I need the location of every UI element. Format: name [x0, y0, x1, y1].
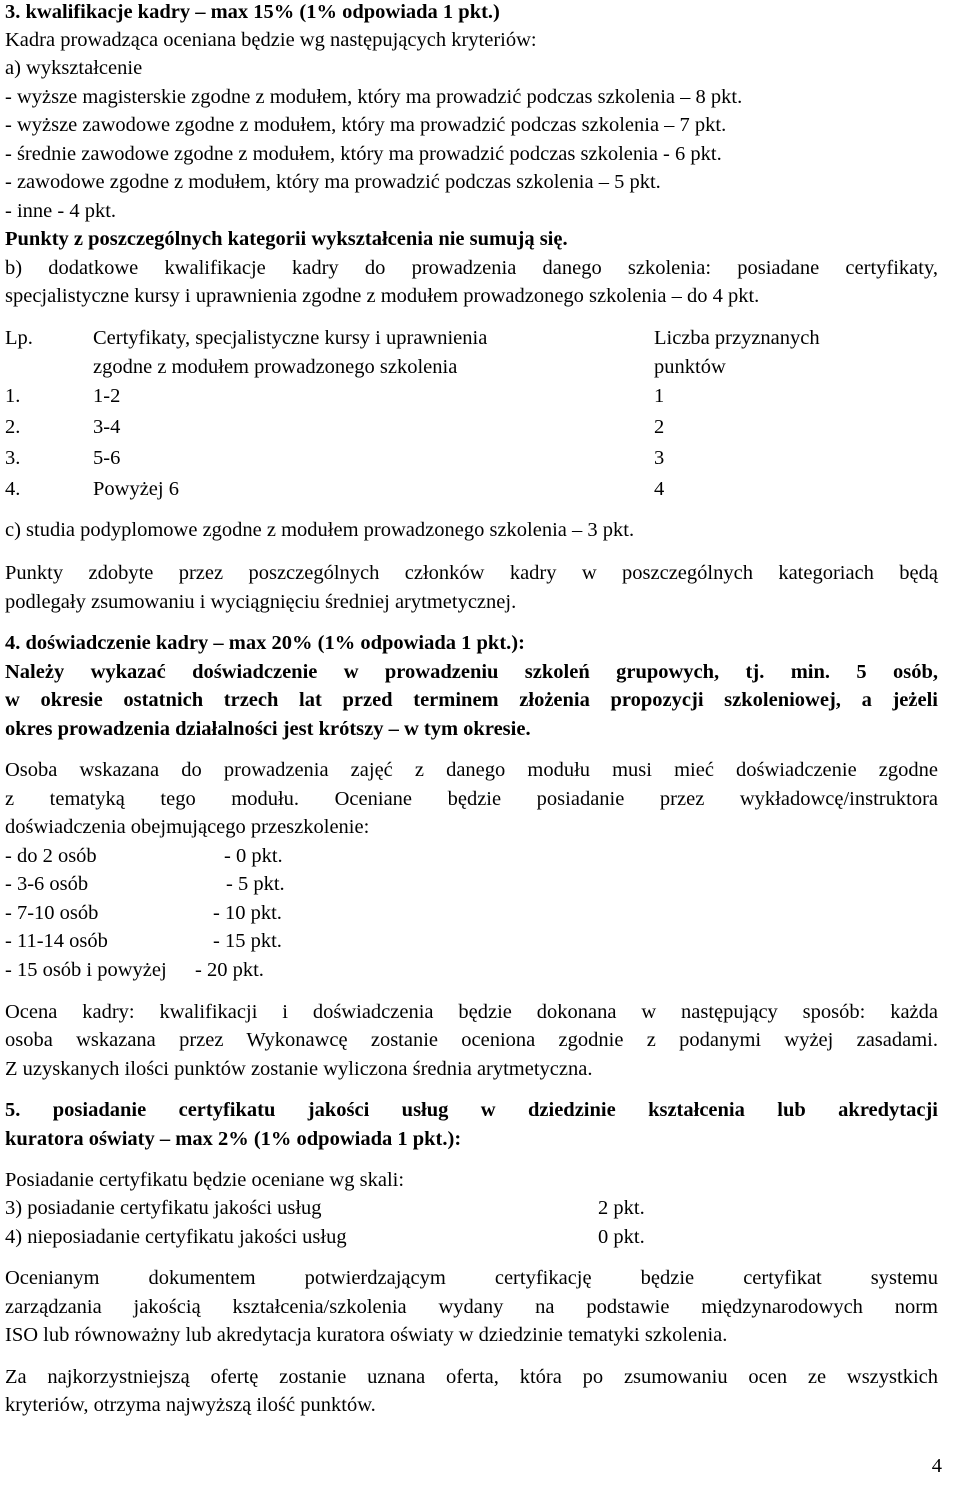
table-cell-lp: 4. — [5, 478, 21, 500]
section-3-intro: Kadra prowadząca oceniana będzie wg następujących kryteriów: — [5, 29, 537, 51]
scale-label: - 3-6 osób — [5, 873, 89, 895]
certificate-document-line: ISO lub równoważny lub akredytacja kuratora oświaty w dziedzinie tematyki szkolenia. — [5, 1324, 728, 1346]
evaluation-paragraph-line: osoba wskazana przez Wykonawcę zostanie oceniona zgodnie z podanymi wyżej zasadami. — [5, 1029, 938, 1051]
certificate-option-label: 3) posiadanie certyfikatu jakości usług — [5, 1197, 322, 1219]
evaluation-paragraph-line: Ocena kadry: kwalifikacji i doświadczenia będzie dokonana w następujący sposób: każda — [5, 1001, 938, 1023]
scale-points: - 0 pkt. — [224, 845, 283, 867]
education-item: - średnie zawodowe zgodne z modułem, który ma prowadzić podczas szkolenia - 6 pkt. — [5, 143, 722, 165]
evaluation-paragraph-line: Z uzyskanych ilości punktów zostanie wyliczona średnia arytmetyczna. — [5, 1058, 593, 1080]
section-5-heading: kuratora oświaty – max 2% (1% odpowiada 1 pkt.): — [5, 1128, 462, 1150]
experience-paragraph-line: Osoba wskazana do prowadzenia zajęć z danego modułu musi mieć doświadczenie zgodne — [5, 759, 938, 781]
final-paragraph-line: Za najkorzystniejszą ofertę zostanie uznana oferta, która po zsumowaniu ocen ze wszystkich — [5, 1366, 938, 1388]
education-item: - zawodowe zgodne z modułem, który ma prowadzić podczas szkolenia – 5 pkt. — [5, 171, 661, 193]
experience-paragraph-line: z tematyką tego modułu. Oceniane będzie posiadanie przez wykładowcę/instruktora — [5, 788, 938, 810]
scale-points: - 20 pkt. — [195, 959, 264, 981]
table-cell-range: 5-6 — [93, 447, 121, 469]
section-3-heading: 3. kwalifikacje kadry – max 15% (1% odpowiada 1 pkt.) — [5, 1, 500, 23]
table-cell-lp: 3. — [5, 447, 21, 469]
average-paragraph-line: podlegały zsumowaniu i wyciągnięciu średniej arytmetycznej. — [5, 591, 517, 613]
table-cell-points: 1 — [654, 385, 665, 407]
table-header-points: Liczba przyznanych — [654, 327, 820, 349]
table-cell-points: 2 — [654, 416, 665, 438]
experience-paragraph-line: doświadczenia obejmującego przeszkolenie: — [5, 816, 370, 838]
page-number: 4 — [931, 1455, 942, 1477]
table-cell-range: 1-2 — [93, 385, 121, 407]
additional-qualifications-line: b) dodatkowe kwalifikacje kadry do prowadzenia danego szkolenia: posiadane certyfikaty, — [5, 257, 938, 279]
education-item: - wyższe zawodowe zgodne z modułem, który ma prowadzić podczas szkolenia – 7 pkt. — [5, 114, 727, 136]
experience-requirement-line: okres prowadzenia działalności jest krótszy – w tym okresie. — [5, 718, 531, 740]
table-cell-lp: 2. — [5, 416, 21, 438]
table-cell-points: 3 — [654, 447, 665, 469]
scale-points: - 5 pkt. — [226, 873, 285, 895]
scale-points: - 15 pkt. — [213, 930, 282, 952]
section-4-heading: 4. doświadczenie kadry – max 20% (1% odpowiada 1 pkt.): — [5, 632, 525, 654]
table-header-points: punktów — [654, 356, 726, 378]
table-cell-lp: 1. — [5, 385, 21, 407]
certificate-document-line: zarządzania jakością kształcenia/szkolenia wydany na podstawie międzynarodowych norm — [5, 1296, 938, 1318]
table-cell-range: 3-4 — [93, 416, 121, 438]
education-item: - inne - 4 pkt. — [5, 200, 117, 222]
scale-label: - do 2 osób — [5, 845, 97, 867]
experience-requirement-line: Należy wykazać doświadczenie w prowadzeniu szkoleń grupowych, tj. min. 5 osób, — [5, 661, 938, 683]
certificate-document-line: Ocenianym dokumentem potwierdzającym certyfikację będzie certyfikat systemu — [5, 1267, 938, 1289]
certificate-option-label: 4) nieposiadanie certyfikatu jakości usług — [5, 1226, 347, 1248]
section-5-heading: 5. posiadanie certyfikatu jakości usług w dziedzinie kształcenia lub akredytacji — [5, 1099, 938, 1121]
certificate-scale-intro: Posiadanie certyfikatu będzie oceniane wg skali: — [5, 1169, 405, 1191]
postgraduate-line: c) studia podyplomowe zgodne z modułem prowadzonego szkolenia – 3 pkt. — [5, 519, 635, 541]
experience-requirement-line: w okresie ostatnich trzech lat przed terminem złożenia propozycji szkoleniowej, a jeżeli — [5, 689, 938, 711]
final-paragraph-line: kryteriów, otrzyma najwyższą ilość punktów. — [5, 1394, 376, 1416]
education-item: - wyższe magisterskie zgodne z modułem, który ma prowadzić podczas szkolenia – 8 pkt. — [5, 86, 743, 108]
certificate-option-points: 0 pkt. — [598, 1226, 645, 1248]
education-note: Punkty z poszczególnych kategorii wykształcenia nie sumują się. — [5, 228, 568, 250]
education-label: a) wykształcenie — [5, 57, 143, 79]
table-cell-range: Powyżej 6 — [93, 478, 179, 500]
additional-qualifications-line: specjalistyczne kursy i uprawnienia zgodne z modułem prowadzonego szkolenia – do 4 pkt. — [5, 285, 760, 307]
scale-points: - 10 pkt. — [213, 902, 282, 924]
average-paragraph-line: Punkty zdobyte przez poszczególnych członków kadry w poszczególnych kategoriach będą — [5, 562, 938, 584]
table-cell-points: 4 — [654, 478, 665, 500]
scale-label: - 11-14 osób — [5, 930, 108, 952]
scale-label: - 15 osób i powyżej — [5, 959, 167, 981]
scale-label: - 7-10 osób — [5, 902, 99, 924]
table-header-lp: Lp. — [5, 327, 33, 349]
table-header-certificates: Certyfikaty, specjalistyczne kursy i uprawnienia — [93, 327, 488, 349]
table-header-certificates: zgodne z modułem prowadzonego szkolenia — [93, 356, 458, 378]
certificate-option-points: 2 pkt. — [598, 1197, 645, 1219]
